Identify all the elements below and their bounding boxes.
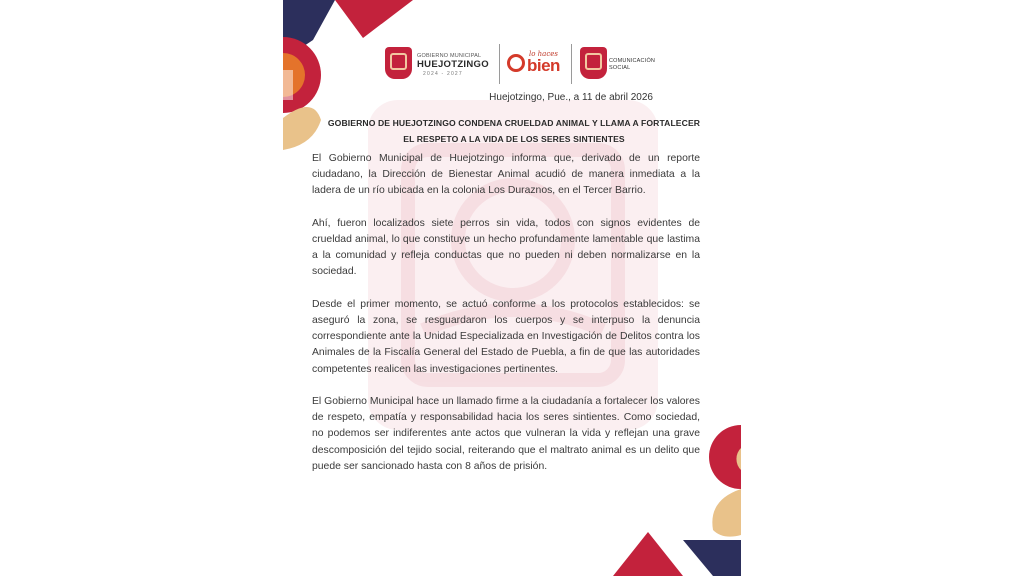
paragraph: Ahí, fueron localizados siete perros sin vida, todos con signos evidentes de crueldad animal, lo que constituye un hecho profundamente lamentable que lastima a la comunidad y refleja conductas que no pueden ni deben normalizarse en la sociedad. <box>312 217 700 278</box>
press-title: GOBIERNO DE HUEJOTZINGO CONDENA CRUELDAD ANIMAL Y LLAMA A FORTALECER EL RESPETO A LA VIDA DE LOS SERES SINTIENTES <box>327 118 701 144</box>
press-body <box>312 151 700 491</box>
gov-label: GOBIERNO MUNICIPAL <box>417 53 482 59</box>
paragraph: El Gobierno Municipal de Huejotzingo informa que, derivado de un reporte ciudadano, la Dirección de Bienestar Animal acudió de manera inmediata a la ladera de un río ubicada en la colonia Los Duraznos, en el Tercer Barrio. <box>312 153 700 197</box>
com-line-2: SOCIAL <box>609 65 631 71</box>
paragraph: Desde el primer momento, se actuó conforme a los protocolos establecidos: se aseguró la zona, se resguardaron los cuerpos y se interpuso la denuncia correspondiente ante la Unidad Especializada en Investigación de Delitos contra los Animales de la Fiscalía General del Estado de Puebla, a fin de que las autoridades competentes realicen las investigaciones pertinentes. <box>312 298 700 375</box>
bien-wordmark: bien <box>527 56 560 75</box>
com-line-1: COMUNICACIÓN <box>609 58 656 64</box>
press-release-page <box>283 0 741 576</box>
gov-years: 2024 - 2027 <box>423 71 463 77</box>
header-logos <box>383 42 673 86</box>
municipal-logo <box>383 42 495 86</box>
press-date: Huejotzingo, Pue., a 11 de abril 2026 <box>489 92 653 103</box>
bien-logo <box>507 42 567 86</box>
bien-logo-icon <box>507 54 525 72</box>
header-divider <box>571 44 572 84</box>
bien-tagline: lo haces <box>529 50 559 58</box>
gov-name: HUEJOTZINGO <box>417 59 489 70</box>
paragraph: El Gobierno Municipal hace un llamado firme a la ciudadanía a fortalecer los valores de respeto, empatía y responsabilidad hacia los seres sintientes. Como sociedad, no podemos ser indiferentes ante actos que vulneran la vida y reflejan una grave descomposición del tejido social, reiterando que el maltrato animal es un delito que puede ser sancionado hasta con 8 años de prisión. <box>312 396 700 472</box>
comunicacion-social-seal-icon <box>580 47 607 79</box>
comunicacion-logo <box>580 42 670 86</box>
municipal-seal-icon <box>385 47 412 79</box>
header-divider <box>499 44 500 84</box>
